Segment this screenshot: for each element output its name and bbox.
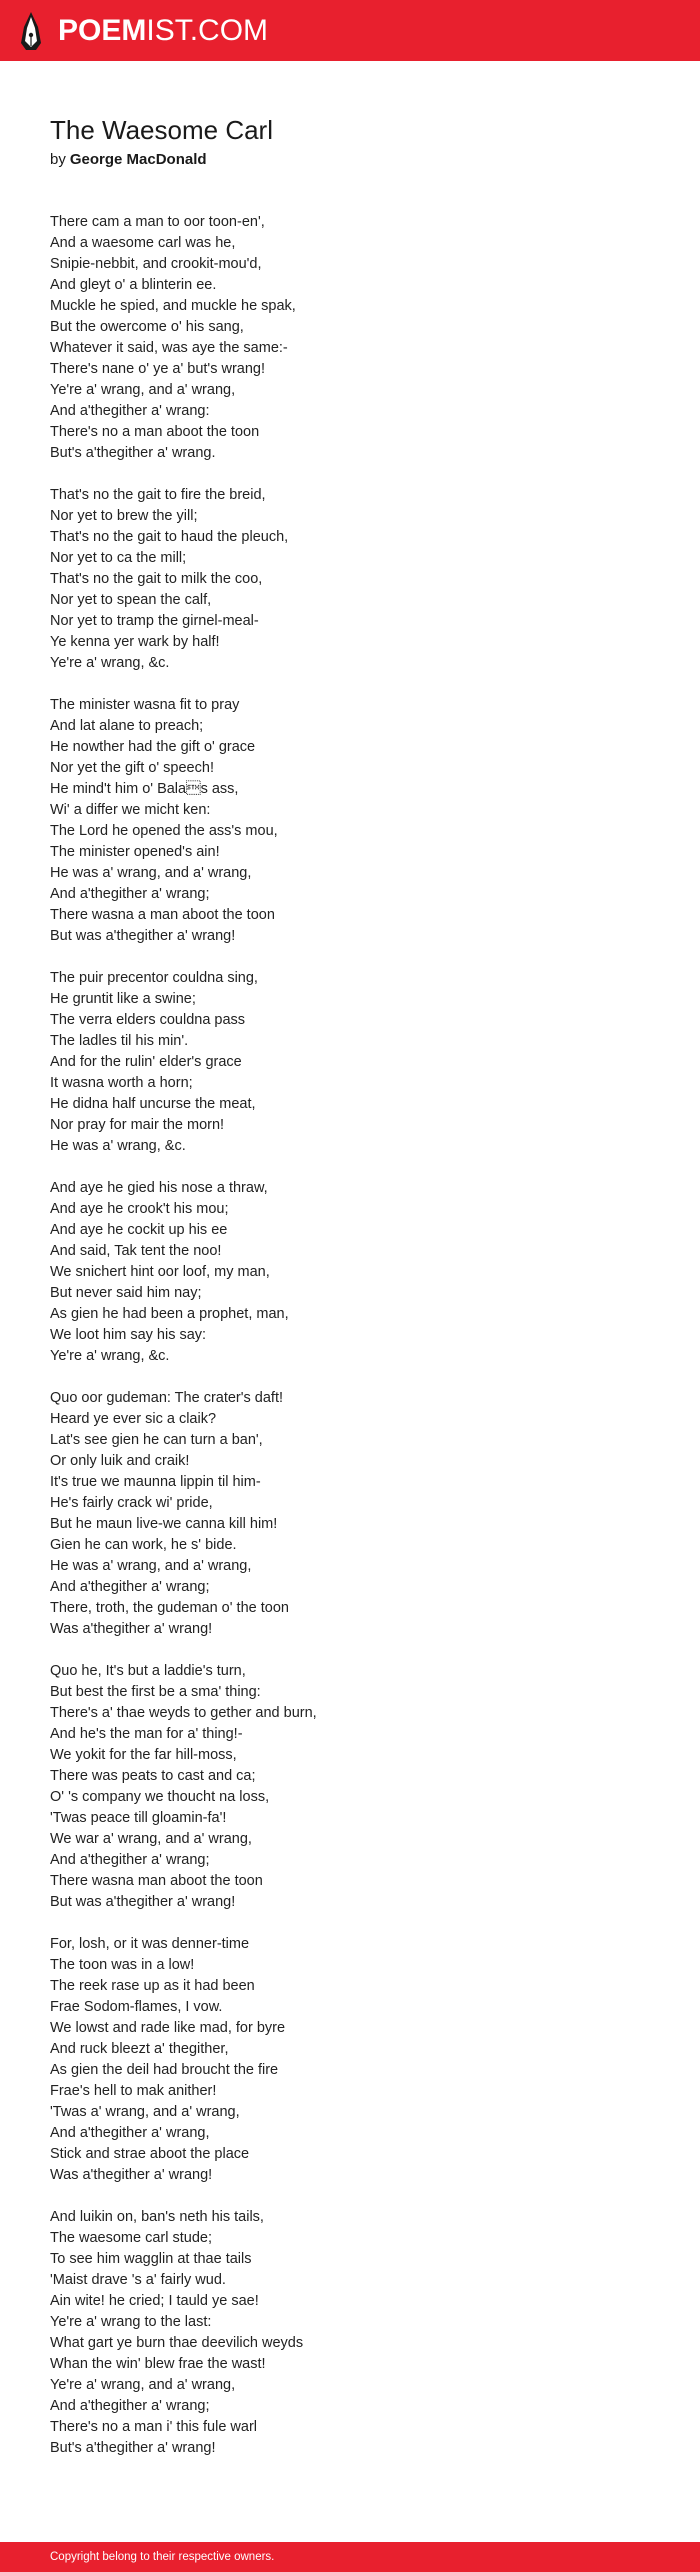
poem-line: But he maun live-we canna kill him!: [50, 1516, 278, 1532]
poem-line: Nor pray for mair the morn!: [50, 1117, 225, 1133]
poem-line: Quo he, It's but a laddie's turn,: [50, 1663, 246, 1679]
poem-line: He was a' wrang, &c.: [50, 1138, 186, 1154]
poem-line: But's a'thegither a' wrang.: [50, 445, 216, 461]
poem-line: But best the first be a sma' thing:: [50, 1684, 261, 1700]
poem-line: Ye kenna yer wark by half!: [50, 634, 220, 650]
stanza: [50, 2207, 650, 2459]
poem-line: But was a'thegither a' wrang!: [50, 1894, 236, 1910]
poem-line: And luikin on, ban's neth his tails,: [50, 2209, 264, 2225]
poem-line: There's nane o' ye a' but's wrang!: [50, 361, 266, 377]
poem-line: Stick and strae aboot the place: [50, 2146, 250, 2162]
poem-line: Quo oor gudeman: The crater's daft!: [50, 1390, 284, 1406]
stanza: [50, 1934, 650, 2186]
poem-line: Whatever it said, was aye the same:-: [50, 340, 288, 356]
poem-line: And aye he cockit up his ee: [50, 1222, 228, 1238]
poem-line: Ye're a' wrang, and a' wrang,: [50, 382, 236, 398]
brand-light: IST.COM: [146, 13, 269, 47]
poem-line: The Lord he opened the ass's mou,: [50, 823, 278, 839]
poem-line: The minister opened's ain!: [50, 844, 220, 860]
poem-line: Gien he can work, he s' bide.: [50, 1537, 237, 1553]
poem-line: He was a' wrang, and a' wrang,: [50, 865, 252, 881]
poem-line: What gart ye burn thae deevilich weyds: [50, 2335, 304, 2351]
poem-line: And he's the man for a' thing!-: [50, 1726, 243, 1742]
poem-line: The waesome carl stude;: [50, 2230, 212, 2246]
by-label: by: [50, 151, 66, 168]
poem-line: The minister wasna fit to pray: [50, 697, 240, 713]
poem-line: And said, Tak tent the noo!: [50, 1243, 222, 1259]
poem-line: Nor yet the gift o' speech!: [50, 760, 214, 776]
poem-line: Nor yet to ca the mill;: [50, 550, 187, 566]
poem-line: Nor yet to brew the yill;: [50, 508, 198, 524]
poem-line: There wasna man aboot the toon: [50, 1873, 263, 1889]
poem-line: The verra elders couldna pass: [50, 1012, 246, 1028]
poem-body: [50, 212, 650, 2459]
poem-line: There's no a man i' this fule warl: [50, 2419, 258, 2435]
poem-line: We yokit for the far hill-moss,: [50, 1747, 237, 1763]
poem-line: We war a' wrang, and a' wrang,: [50, 1831, 252, 1847]
poem-line: There cam a man to oor toon-en',: [50, 214, 265, 230]
poem-line: Snipie-nebbit, and crookit-mou'd,: [50, 256, 262, 272]
poem-line: That's no the gait to haud the pleuch,: [50, 529, 289, 545]
poem-line: And aye he crook't his mou;: [50, 1201, 229, 1217]
poem-line: But's a'thegither a' wrang!: [50, 2440, 216, 2456]
poem-line: Ye're a' wrang, and a' wrang,: [50, 2377, 236, 2393]
poem-line: It's true we maunna lippin til him-: [50, 1474, 261, 1490]
poem-line: The reek rase up as it had been: [50, 1978, 255, 1994]
site-footer: [0, 2542, 700, 2572]
byline: [50, 150, 650, 170]
poem-line: Was a'thegither a' wrang!: [50, 1621, 213, 1637]
stanza: [50, 695, 650, 947]
poem-line: And ruck bleezt a' thegither,: [50, 2041, 229, 2057]
site-header: [0, 0, 700, 61]
poem-line: Lat's see gien he can turn a ban',: [50, 1432, 263, 1448]
pen-nib-icon[interactable]: [18, 11, 44, 51]
poem-line: That's no the gait to milk the coo,: [50, 571, 263, 587]
poem-line: And a'thegither a' wrang;: [50, 1579, 210, 1595]
poem-line: Frae's hell to mak anither!: [50, 2083, 217, 2099]
poem-line: And gleyt o' a blinterin ee.: [50, 277, 217, 293]
poem-line: To see him wagglin at thae tails: [50, 2251, 252, 2267]
stanza: [50, 212, 650, 464]
stanza: [50, 1388, 650, 1640]
poem-line: 'Twas a' wrang, and a' wrang,: [50, 2104, 240, 2120]
poem-line: The puir precentor couldna sing,: [50, 970, 258, 986]
poem-line: Nor yet to tramp the girnel-meal-: [50, 613, 259, 629]
poem-line: That's no the gait to fire the breid,: [50, 487, 266, 503]
poem-line: There, troth, the gudeman o' the toon: [50, 1600, 289, 1616]
poem-line: The ladles til his min'.: [50, 1033, 189, 1049]
poem-line: Ain wite! he cried; I tauld ye sae!: [50, 2293, 259, 2309]
poem-line: He was a' wrang, and a' wrang,: [50, 1558, 252, 1574]
stanza: [50, 1661, 650, 1913]
poem-line: We lowst and rade like mad, for byre: [50, 2020, 286, 2036]
poem-line: He mind't him o' Balas ass,: [50, 781, 239, 797]
poem-line: There wasna a man aboot the toon: [50, 907, 275, 923]
poem-line: And a'thegither a' wrang;: [50, 886, 210, 902]
author-name: George MacDonald: [69, 151, 207, 168]
poem-line: Ye're a' wrang, &c.: [50, 655, 170, 671]
poem-line: Frae Sodom-flames, I vow.: [50, 1999, 223, 2015]
poem-line: As gien he had been a prophet, man,: [50, 1306, 289, 1322]
poem-line: And a'thegither a' wrang;: [50, 2398, 210, 2414]
poem-line: Nor yet to spean the calf,: [50, 592, 212, 608]
brand-bold: POEM: [58, 13, 147, 47]
poem-line: But was a'thegither a' wrang!: [50, 928, 236, 944]
poem-line: He nowther had the gift o' grace: [50, 739, 256, 755]
poem-line: The toon was in a low!: [50, 1957, 195, 1973]
poem-line: Whan the win' blew frae the wast!: [50, 2356, 266, 2372]
stanza: [50, 1178, 650, 1367]
poem-line: But the owercome o' his sang,: [50, 319, 244, 335]
poem-line: Ye're a' wrang, &c.: [50, 1348, 170, 1364]
poem-line: There's a' thae weyds to gether and burn,: [50, 1705, 317, 1721]
poem-line: But never said him nay;: [50, 1285, 202, 1301]
poem-line: And aye he gied his nose a thraw,: [50, 1180, 268, 1196]
poem-line: And a waesome carl was he,: [50, 235, 236, 251]
poem-line: Ye're a' wrang to the last:: [50, 2314, 212, 2330]
poem-line: There's no a man aboot the toon: [50, 424, 260, 440]
poem-line: And a'thegither a' wrang;: [50, 1852, 210, 1868]
poem-line: Wi' a differ we micht ken:: [50, 802, 211, 818]
poem-line: And lat alane to preach;: [50, 718, 204, 734]
poem-line: There was peats to cast and ca;: [50, 1768, 256, 1784]
poem-line: As gien the deil had broucht the fire: [50, 2062, 279, 2078]
poem-line: For, losh, or it was denner-time: [50, 1936, 250, 1952]
poem-line: We snichert hint oor loof, my man,: [50, 1264, 270, 1280]
poem-line: Was a'thegither a' wrang!: [50, 2167, 213, 2183]
poem-line: He gruntit like a swine;: [50, 991, 196, 1007]
stanza: [50, 968, 650, 1157]
poem-line: It wasna worth a horn;: [50, 1075, 193, 1091]
poem-title: The Waesome Carl: [50, 115, 273, 145]
poem-line: And a'thegither a' wrang,: [50, 2125, 210, 2141]
poem-line: 'Maist drave 's a' fairly wud.: [50, 2272, 226, 2288]
poem-article: [50, 112, 650, 2480]
poem-line: He's fairly crack wi' pride,: [50, 1495, 213, 1511]
poem-line: 'Twas peace till gloamin-fa'!: [50, 1810, 227, 1826]
poem-line: He didna half uncurse the meat,: [50, 1096, 256, 1112]
poem-line: And for the rulin' elder's grace: [50, 1054, 242, 1070]
copyright-text: Copyright belong to their respective owners.: [50, 2551, 275, 2563]
site-logo-link[interactable]: [58, 14, 268, 48]
poem-line: Or only luik and craik!: [50, 1453, 190, 1469]
poem-line: Heard ye ever sic a claik?: [50, 1411, 217, 1427]
poem-line: And a'thegither a' wrang:: [50, 403, 210, 419]
poem-line: O' 's company we thoucht na loss,: [50, 1789, 270, 1805]
poem-line: We loot him say his say:: [50, 1327, 207, 1343]
poem-line: Muckle he spied, and muckle he spak,: [50, 298, 296, 314]
stanza: [50, 485, 650, 674]
